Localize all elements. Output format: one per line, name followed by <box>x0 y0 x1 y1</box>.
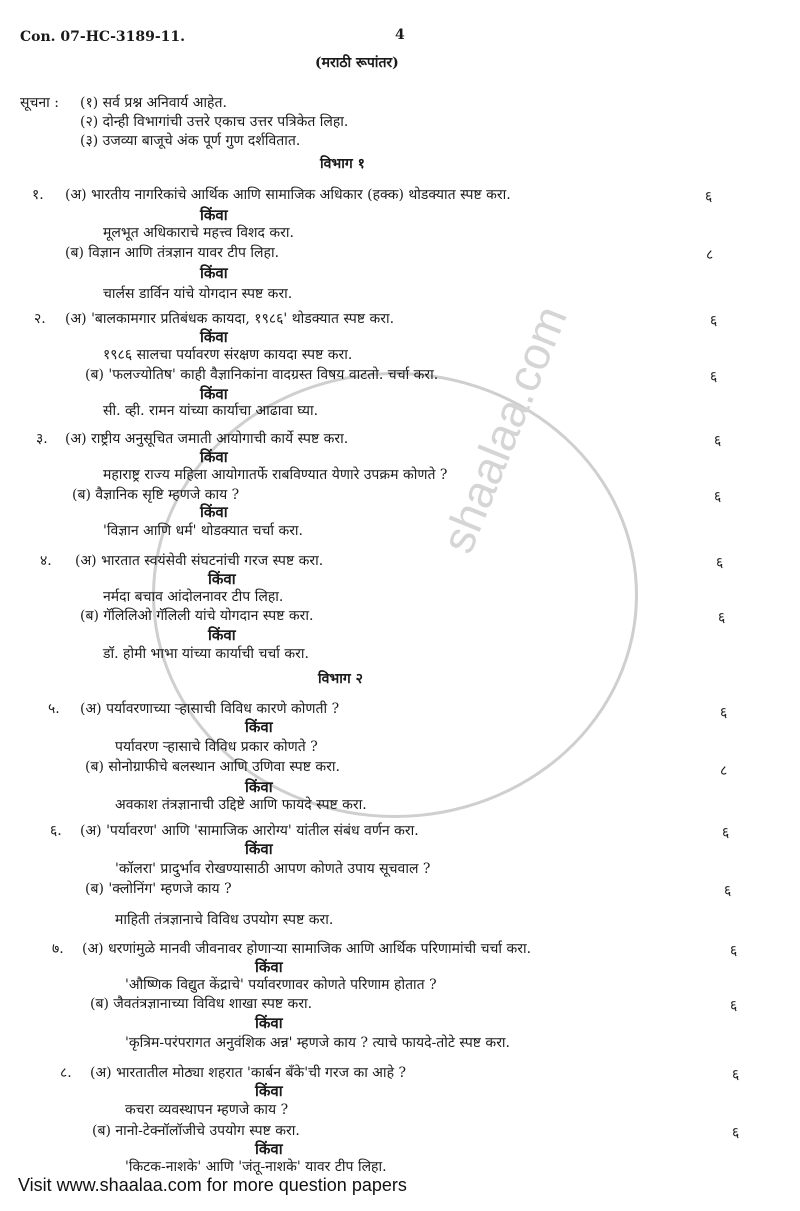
question-marks: ६ <box>705 189 713 205</box>
question-text: कचरा व्यवस्थापन म्हणजे काय ? <box>125 1102 289 1118</box>
question-text: महाराष्ट्र राज्य महिला आयोगातर्फे राबविण्यात येणारे उपक्रम कोणते ? <box>103 467 448 483</box>
question-marks: ६ <box>710 369 718 385</box>
question-number: २. <box>34 311 46 327</box>
or-label: किंवा <box>200 448 228 466</box>
question-text: (अ) भारतात स्वयंसेवी संघटनांची गरज स्पष्ट करा. <box>75 553 324 569</box>
section-heading: विभाग १ <box>320 156 365 172</box>
question-text: मूलभूत अधिकाराचे महत्त्व विशद करा. <box>103 225 294 241</box>
question-text: 'किटक-नाशके' आणि 'जंतू-नाशके' यावर टीप लिहा. <box>125 1159 387 1175</box>
question-text: (अ) 'बालकामगार प्रतिबंधक कायदा, १९८६' थोडक्यात स्पष्ट करा. <box>65 311 395 327</box>
question-text: चार्लस डार्विन यांचे योगदान स्पष्ट करा. <box>103 286 293 302</box>
or-label: किंवा <box>208 570 236 588</box>
question-text: १९८६ सालचा पर्यावरण संरक्षण कायदा स्पष्ट करा. <box>103 347 353 363</box>
question-text: (ब) गॅलिलिओ गॅलिली यांचे योगदान स्पष्ट करा. <box>80 608 314 624</box>
question-text: (अ) 'पर्यावरण' आणि 'सामाजिक आरोग्य' यांतील संबंध वर्णन करा. <box>80 823 419 839</box>
question-text: (ब) विज्ञान आणि तंत्रज्ञान यावर टीप लिहा. <box>65 245 280 261</box>
question-text: डॉ. होमी भाभा यांच्या कार्याची चर्चा करा. <box>103 646 309 662</box>
question-text: (ब) वैज्ञानिक सृष्टि म्हणजे काय ? <box>72 487 240 503</box>
question-text: (ब) 'फलज्योतिष' काही वैज्ञानिकांना वादग्रस्त विषय वाटतो. चर्चा करा. <box>85 367 439 383</box>
or-label: किंवा <box>200 264 228 282</box>
question-text: अवकाश तंत्रज्ञानाची उद्दिष्टे आणि फायदे स्पष्ट करा. <box>115 797 367 813</box>
question-marks: ६ <box>710 313 718 329</box>
or-label: किंवा <box>255 958 283 976</box>
question-number: ७. <box>52 941 64 957</box>
question-text: (ब) नानो-टेक्नॉलॉजीचे उपयोग स्पष्ट करा. <box>92 1123 300 1139</box>
question-text: (ब) जैवतंत्रज्ञानाच्या विविध शाखा स्पष्ट करा. <box>90 996 313 1012</box>
or-label: किंवा <box>245 718 273 736</box>
question-marks: ६ <box>720 705 728 721</box>
question-number: १. <box>32 187 44 203</box>
question-text: (अ) भारतीय नागरिकांचे आर्थिक आणि सामाजिक अधिकार (हक्क) थोडक्यात स्पष्ट करा. <box>65 187 511 203</box>
question-text: (अ) भारतातील मोठ्या शहरात 'कार्बन बँके'ची गरज का आहे ? <box>90 1065 407 1081</box>
question-marks: ६ <box>732 1067 740 1083</box>
question-marks: ८ <box>720 763 728 779</box>
question-number: ४. <box>40 553 52 569</box>
question-text: पर्यावरण ऱ्हासाचे विविध प्रकार कोणते ? <box>115 739 318 755</box>
question-text: माहिती तंत्रज्ञानाचे विविध उपयोग स्पष्ट करा. <box>115 912 334 928</box>
question-text: (अ) धरणांमुळे मानवी जीवनावर होणाऱ्या सामाजिक आणि आर्थिक परिणामांची चर्चा करा. <box>82 941 532 957</box>
question-number: ८. <box>60 1065 72 1081</box>
question-marks: ६ <box>730 998 738 1014</box>
or-label: किंवा <box>255 1140 283 1158</box>
instruction-item: (२) दोन्ही विभागांची उत्तरे एकाच उत्तर पत्रिकेत लिहा. <box>80 114 349 130</box>
question-marks: ६ <box>722 825 730 841</box>
question-marks: ६ <box>732 1125 740 1141</box>
question-number: ५. <box>48 701 60 717</box>
or-label: किंवा <box>255 1082 283 1100</box>
question-marks: ६ <box>714 433 722 449</box>
paper-code: Con. 07-HC-3189-11. <box>20 29 186 45</box>
question-marks: ६ <box>730 943 738 959</box>
or-label: किंवा <box>200 206 228 224</box>
question-text: सी. व्ही. रामन यांच्या कार्याचा आढावा घ्या. <box>103 403 319 419</box>
or-label: किंवा <box>245 840 273 858</box>
watermark-text: shaalaa.com <box>430 298 577 560</box>
or-label: किंवा <box>200 328 228 346</box>
question-number: ३. <box>36 431 48 447</box>
or-label: किंवा <box>200 503 228 521</box>
or-label: किंवा <box>208 626 236 644</box>
question-number: ६. <box>50 823 62 839</box>
or-label: किंवा <box>255 1014 283 1032</box>
question-marks: ६ <box>724 883 732 899</box>
page-number: 4 <box>395 27 405 43</box>
question-text: 'विज्ञान आणि धर्म' थोडक्यात चर्चा करा. <box>103 523 304 539</box>
or-label: किंवा <box>200 385 228 403</box>
or-label: किंवा <box>245 778 273 796</box>
question-marks: ८ <box>706 247 714 263</box>
question-text: (अ) पर्यावरणाच्या ऱ्हासाची विविध कारणे कोणती ? <box>80 701 340 717</box>
instruction-item: (३) उजव्या बाजूचे अंक पूर्ण गुण दर्शवितात. <box>80 133 301 149</box>
page-title: (मराठी रूपांतर) <box>315 55 399 71</box>
question-text: 'कॉलरा' प्रादुर्भाव रोखण्यासाठी आपण कोणते उपाय सूचवाल ? <box>115 861 431 877</box>
question-text: 'औष्णिक विद्युत केंद्राचे' पर्यावरणावर कोणते परिणाम होतात ? <box>125 977 437 993</box>
instructions-label: सूचना : <box>20 95 59 111</box>
question-text: 'कृत्रिम-परंपरागत अनुवंशिक अन्न' म्हणजे काय ? त्याचे फायदे-तोटे स्पष्ट करा. <box>125 1035 510 1051</box>
question-text: नर्मदा बचाव आंदोलनावर टीप लिहा. <box>103 589 284 605</box>
question-text: (ब) 'क्लोनिंग' म्हणजे काय ? <box>85 881 232 897</box>
question-marks: ६ <box>714 489 722 505</box>
question-marks: ६ <box>716 555 724 571</box>
question-text: (ब) सोनोग्राफीचे बलस्थान आणि उणिवा स्पष्ट करा. <box>85 759 340 775</box>
question-text: (अ) राष्ट्रीय अनुसूचित जमाती आयोगाची कार्ये स्पष्ट करा. <box>65 431 349 447</box>
question-marks: ६ <box>718 610 726 626</box>
footer-link-text: Visit www.shaalaa.com for more question papers <box>18 1175 407 1195</box>
section-heading: विभाग २ <box>318 671 363 687</box>
instruction-item: (१) सर्व प्रश्न अनिवार्य आहेत. <box>80 95 227 111</box>
